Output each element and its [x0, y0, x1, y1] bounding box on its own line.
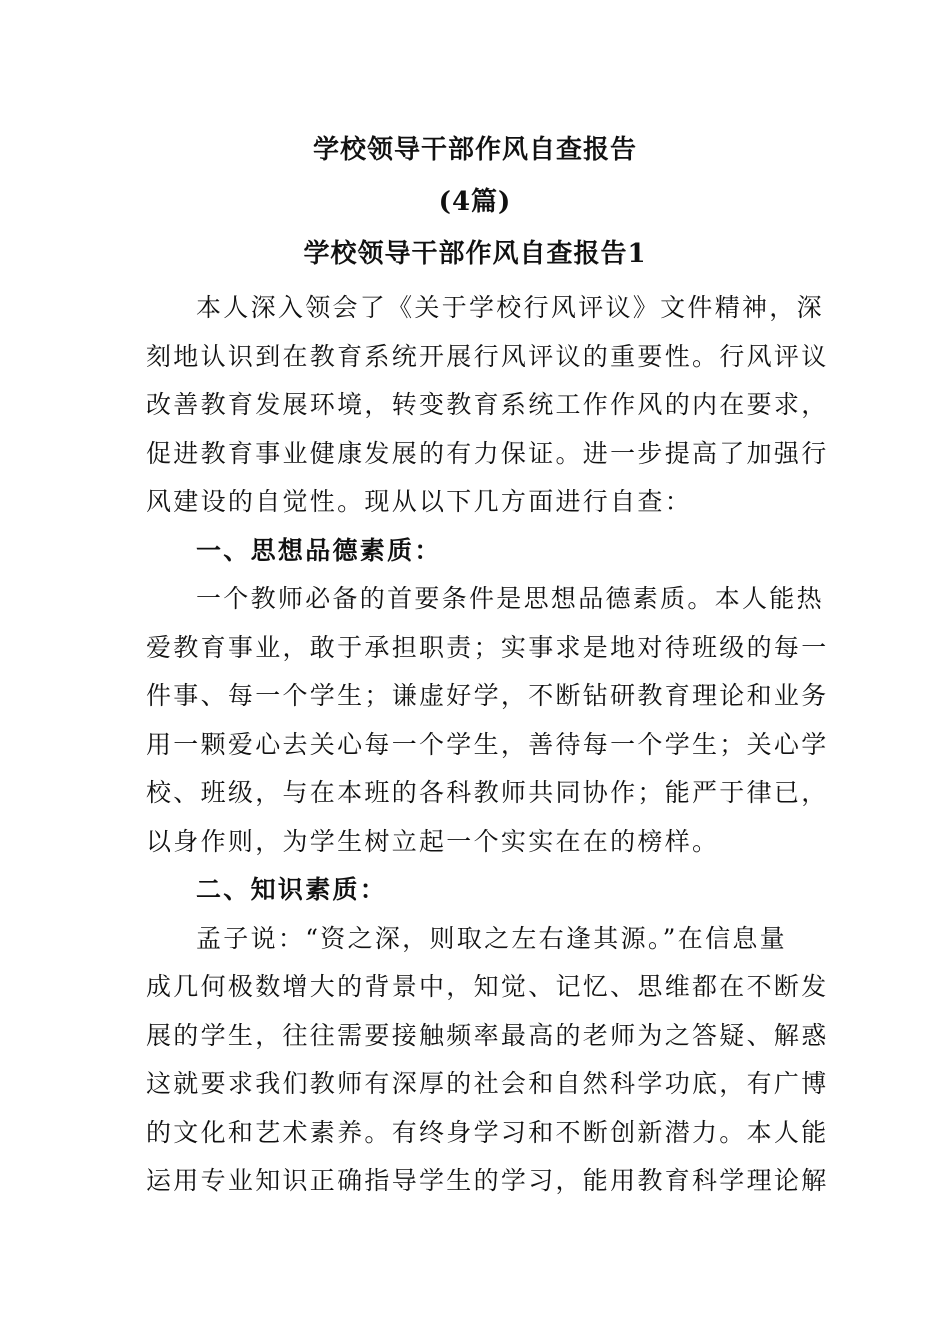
section-title: 学校领导干部作风自查报告1 — [303, 239, 647, 269]
subtitle: (4篇) — [438, 187, 512, 217]
main-title: 学校领导干部作风自查报告 — [312, 135, 637, 165]
paragraph-line: 以身作则，为学生树立起一个实实在在的榜样。 — [146, 826, 720, 856]
paragraph-line: 一个教师必备的首要条件是思想品德素质。本人能热 — [196, 584, 824, 613]
paragraph-line: 展的学生，往往需要接触频率最高的老师为之答疑、解惑 — [146, 1020, 829, 1050]
paragraph-line: 校、班级，与在本班的各科教师共同协作；能严于律已， — [146, 778, 829, 807]
body-content — [146, 284, 829, 1206]
paragraph-line: 的文化和艺术素养。有终身学习和不断创新潜力。本人能 — [146, 1117, 829, 1147]
paragraph-line: 本人深入领会了《关于学校行风评议》文件精神，深 — [196, 293, 824, 322]
paragraph-line: 件事、每一个学生；谦虚好学，不断钻研教育理论和业务 — [146, 681, 829, 710]
paragraph-line: 运用专业知识正确指导学生的学习，能用教育科学理论解 — [146, 1166, 829, 1195]
paragraph-line: 爱教育事业，敢于承担职责；实事求是地对待班级的每一 — [146, 632, 829, 662]
paragraph-line: 改善教育发展环境，转变教育系统工作作风的内在要求， — [146, 390, 829, 419]
paragraph-line: 促进教育事业健康发展的有力保证。进一步提高了加强行 — [146, 438, 829, 468]
paragraph-line: 风建设的自觉性。现从以下几方面进行自查： — [146, 487, 693, 516]
paragraph-line: 成几何极数增大的背景中，知觉、记忆、思维都在不断发 — [146, 972, 829, 1001]
paragraph-line: 用一颗爱心去关心每一个学生，善待每一个学生；关心学 — [146, 729, 829, 759]
section-heading: 二、知识素质： — [196, 875, 388, 904]
paragraph-line: 这就要求我们教师有深厚的社会和自然科学功底，有广博 — [146, 1069, 829, 1098]
section-heading: 一、思想品德素质： — [196, 535, 442, 565]
paragraph-line: 刻地认识到在教育系统开展行风评议的重要性。行风评议 — [146, 341, 829, 371]
paragraph-line: 孟子说：“资之深，则取之左右逢其源。”在信息量 — [196, 923, 787, 953]
